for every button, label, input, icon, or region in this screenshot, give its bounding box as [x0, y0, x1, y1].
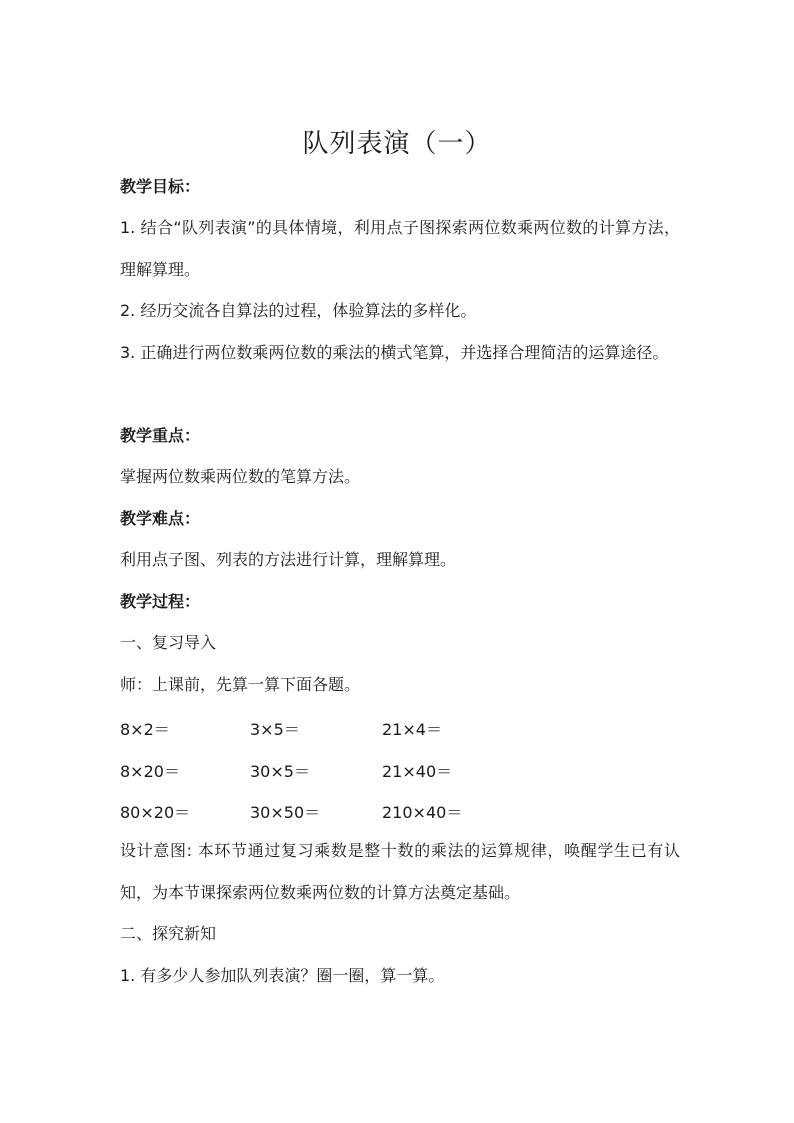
- goal-2: 2. 经历交流各自算法的过程，体验算法的多样化。: [120, 301, 477, 320]
- calc-row: [120, 717, 580, 741]
- goal-3: 3. 正确进行两位数乘两位数的乘法的横式笔算，并选择合理简洁的运算途径。: [120, 343, 669, 362]
- teacher-line: 师：上课前，先算一算下面各题。: [120, 675, 361, 694]
- key-points-heading: 教学重点：: [120, 426, 201, 445]
- question-1: 1. 有多少人参加队列表演？圈一圈，算一算。: [120, 966, 445, 985]
- document-title: 队列表演（一）: [302, 129, 492, 159]
- part-1-heading: 一、复习导入: [120, 633, 217, 652]
- calc-item: 210×40＝: [382, 803, 463, 822]
- goal-1: 1. 结合“队列表演”的具体情境，利用点子图探索两位数乘两位数的计算方法，理解算理。: [120, 218, 680, 279]
- calc-item: 8×2＝: [120, 720, 170, 739]
- difficulty-heading: 教学难点：: [120, 509, 201, 528]
- calc-item: 8×20＝: [120, 762, 180, 781]
- calc-item: 30×5＝: [250, 762, 310, 781]
- calc-row: [120, 759, 580, 783]
- calc-item: 3×5＝: [250, 720, 300, 739]
- calc-row: [120, 800, 580, 824]
- difficulty-text: 利用点子图、列表的方法进行计算，理解算理。: [120, 550, 457, 569]
- calc-item: 80×20＝: [120, 803, 191, 822]
- goals-heading: 教学目标：: [120, 177, 201, 196]
- calc-item: 21×4＝: [382, 720, 442, 739]
- calc-item: 21×40＝: [382, 762, 453, 781]
- calc-item: 30×50＝: [250, 803, 321, 822]
- part-2-heading: 二、探究新知: [120, 924, 217, 943]
- key-points-text: 掌握两位数乘两位数的笔算方法。: [120, 467, 361, 486]
- process-heading: 教学过程：: [120, 592, 201, 611]
- design-intent: 设计意图: 本环节通过复习乘数是整十数的乘法的运算规律，唤醒学生已有认知，为本节课探索两位数乘两位数的计算方法奠定基础。: [120, 841, 680, 902]
